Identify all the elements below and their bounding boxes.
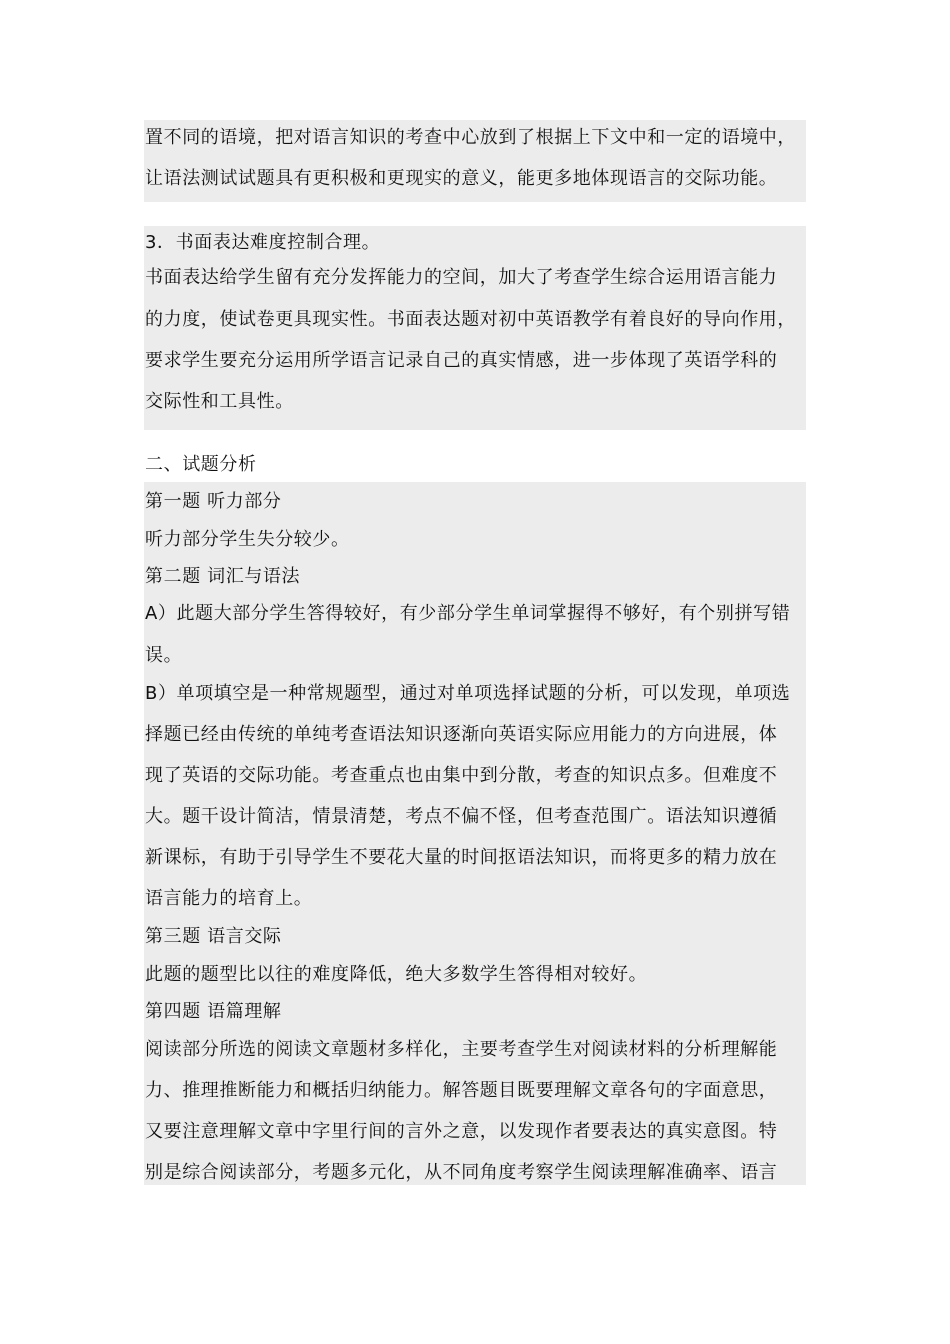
question-heading: 第一题 听力部分 — [145, 491, 282, 512]
text-line: 力、推理推断能力和概括归纳能力。解答题目既要理解文章各句的字面意思， — [145, 1080, 778, 1101]
text-line: 语言能力的培育上。 — [145, 888, 313, 909]
text-line: 的力度，使试卷更具现实性。书面表达题对初中英语教学有着良好的导向作用， — [145, 309, 796, 330]
text-line: 此题的题型比以往的难度降低，绝大多数学生答得相对较好。 — [145, 964, 648, 985]
text-line: 误。 — [145, 645, 183, 666]
text-line: 3．书面表达难度控制合理。 — [145, 232, 381, 253]
question-heading: 第四题 语篇理解 — [145, 1001, 282, 1022]
section-heading: 二、试题分析 — [145, 454, 257, 475]
text-line: 新课标，有助于引导学生不要花大量的时间抠语法知识，而将更多的精力放在 — [145, 847, 778, 868]
text-line: 书面表达给学生留有充分发挥能力的空间，加大了考查学生综合运用语言能力 — [145, 267, 778, 288]
question-heading: 第二题 词汇与语法 — [145, 566, 301, 587]
question-heading: 第三题 语言交际 — [145, 926, 282, 947]
text-line: 择题已经由传统的单纯考查语法知识逐渐向英语实际应用能力的方向进展，体 — [145, 724, 778, 745]
text-line: 别是综合阅读部分，考题多元化，从不同角度考察学生阅读理解准确率、语言 — [145, 1162, 778, 1183]
text-line: 让语法测试试题具有更积极和更现实的意义，能更多地体现语言的交际功能。 — [145, 168, 778, 189]
text-line: 置不同的语境，把对语言知识的考查中心放到了根据上下文中和一定的语境中， — [145, 127, 796, 148]
text-line: 又要注意理解文章中字里行间的言外之意，以发现作者要表达的真实意图。特 — [145, 1121, 778, 1142]
text-line: B）单项填空是一种常规题型，通过对单项选择试题的分析，可以发现，单项选 — [145, 683, 791, 704]
text-line: 听力部分学生失分较少。 — [145, 529, 350, 550]
text-line: 现了英语的交际功能。考查重点也由集中到分散，考查的知识点多。但难度不 — [145, 765, 778, 786]
text-line: 大。题干设计简洁，情景清楚，考点不偏不怪，但考查范围广。语法知识遵循 — [145, 806, 778, 827]
text-line: 阅读部分所选的阅读文章题材多样化，主要考查学生对阅读材料的分析理解能 — [145, 1039, 778, 1060]
text-line: 要求学生要充分运用所学语言记录自己的真实情感，进一步体现了英语学科的 — [145, 350, 778, 371]
text-line: 交际性和工具性。 — [145, 391, 294, 412]
text-line: A）此题大部分学生答得较好，有少部分学生单词掌握得不够好，有个别拼写错 — [145, 603, 791, 624]
